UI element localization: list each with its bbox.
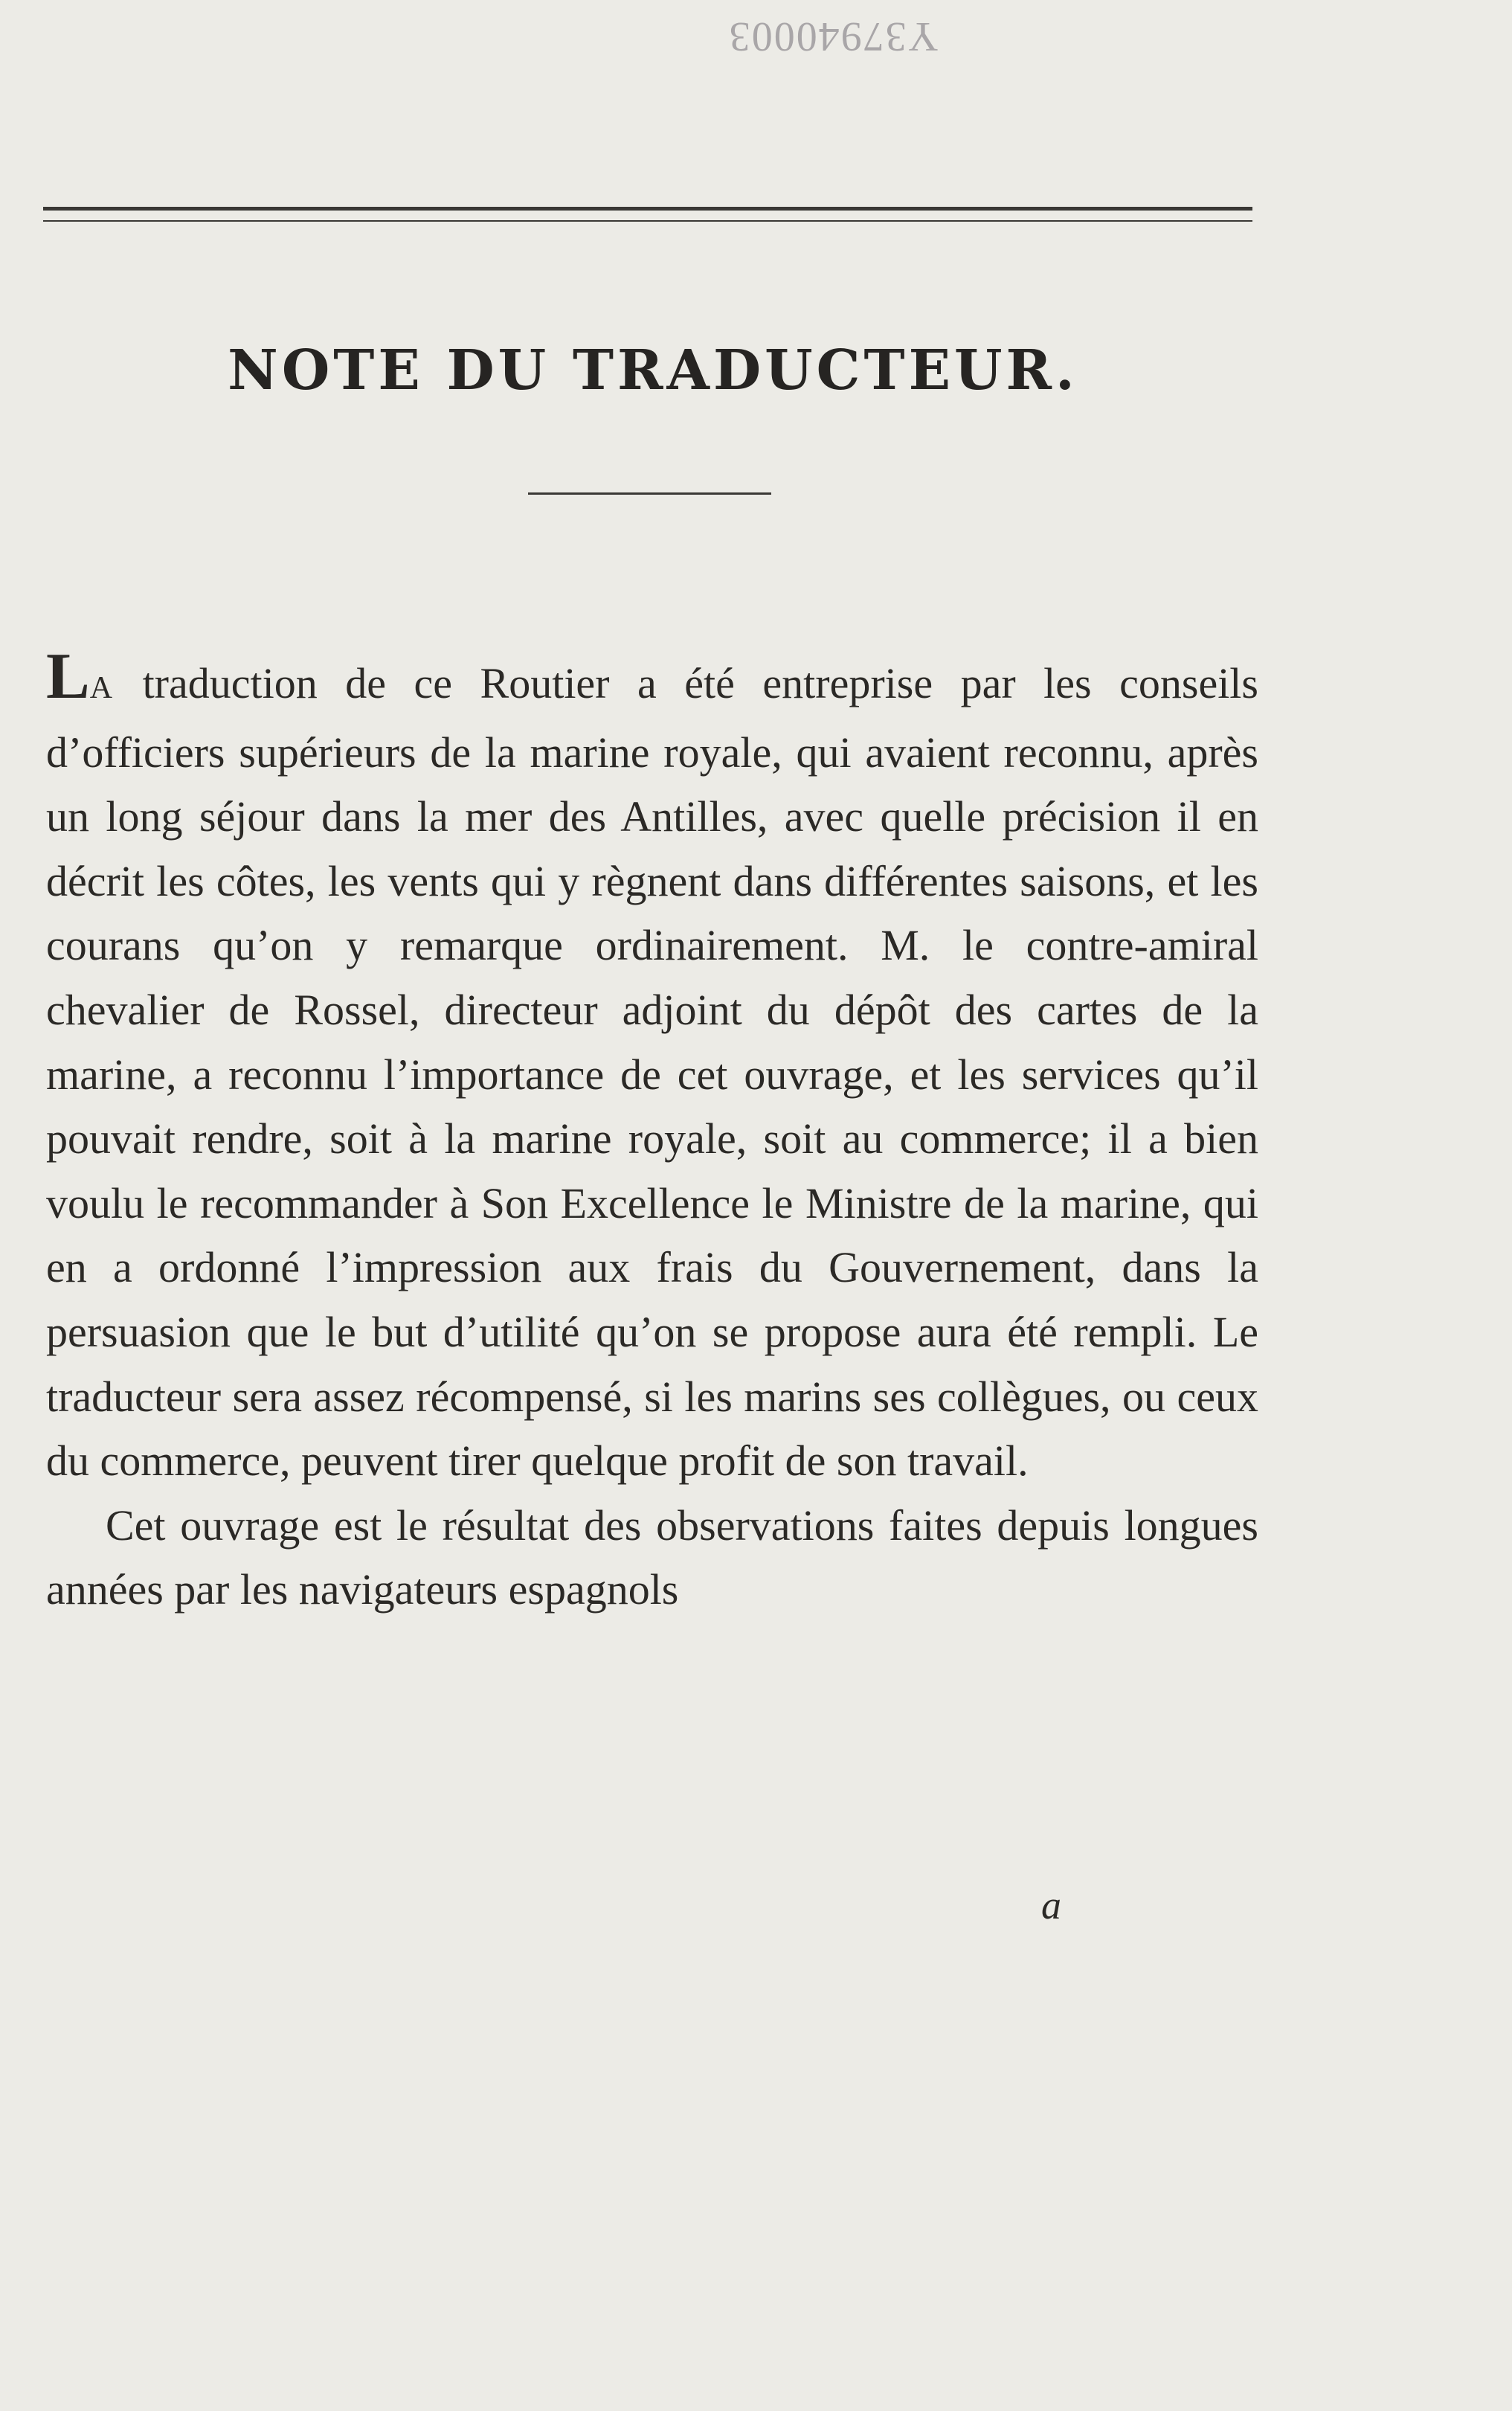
page-title: NOTE DU TRADUCTEUR. — [228, 338, 1078, 402]
paragraph-2-text: Cet ouvrage est le résultat des observations faites depuis longues années par les navigateurs espagnols — [46, 1500, 1258, 1614]
body-text — [46, 641, 1258, 1622]
paragraph-2 — [46, 1494, 1258, 1622]
header-rule-thin — [43, 220, 1252, 222]
header-rule-thick — [43, 207, 1252, 211]
paragraph-1 — [46, 641, 1258, 1494]
library-stamp: Y37940003 — [727, 13, 939, 60]
drop-cap: L — [46, 641, 90, 713]
drop-cap-lead: A — [89, 671, 115, 705]
title-divider — [528, 492, 771, 495]
signature-mark: a — [1041, 1883, 1061, 1927]
paragraph-1-text: traduction de ce Routier a été entreprise par les conseils d’officiers supérieurs de la marine royale, qui avaient reconnu, après un long séjour dans la mer des Antilles, avec quelle précision il en décrit les côtes, les vents qui y règnent dans différentes saisons, et les courans qu’on y remarque ordinairement. M. le contre-amiral chevalier de Rossel, directeur adjoint du dépôt des cartes de la marine, a reconnu l’importance de cet ouvrage, et les services qu’il pouvait rendre, soit à la marine royale, soit au commerce; il a bien voulu le recommander à Son Excellence le Ministre de la marine, qui en a ordonné l’impression aux frais du Gouvernement, dans la persuasion que le but d’utilité qu’on se propose aura été rempli. Le traducteur sera assez récompensé, si les marins ses collègues, ou ceux du commerce, peuvent tirer quelque profit de son travail. — [46, 659, 1258, 1486]
